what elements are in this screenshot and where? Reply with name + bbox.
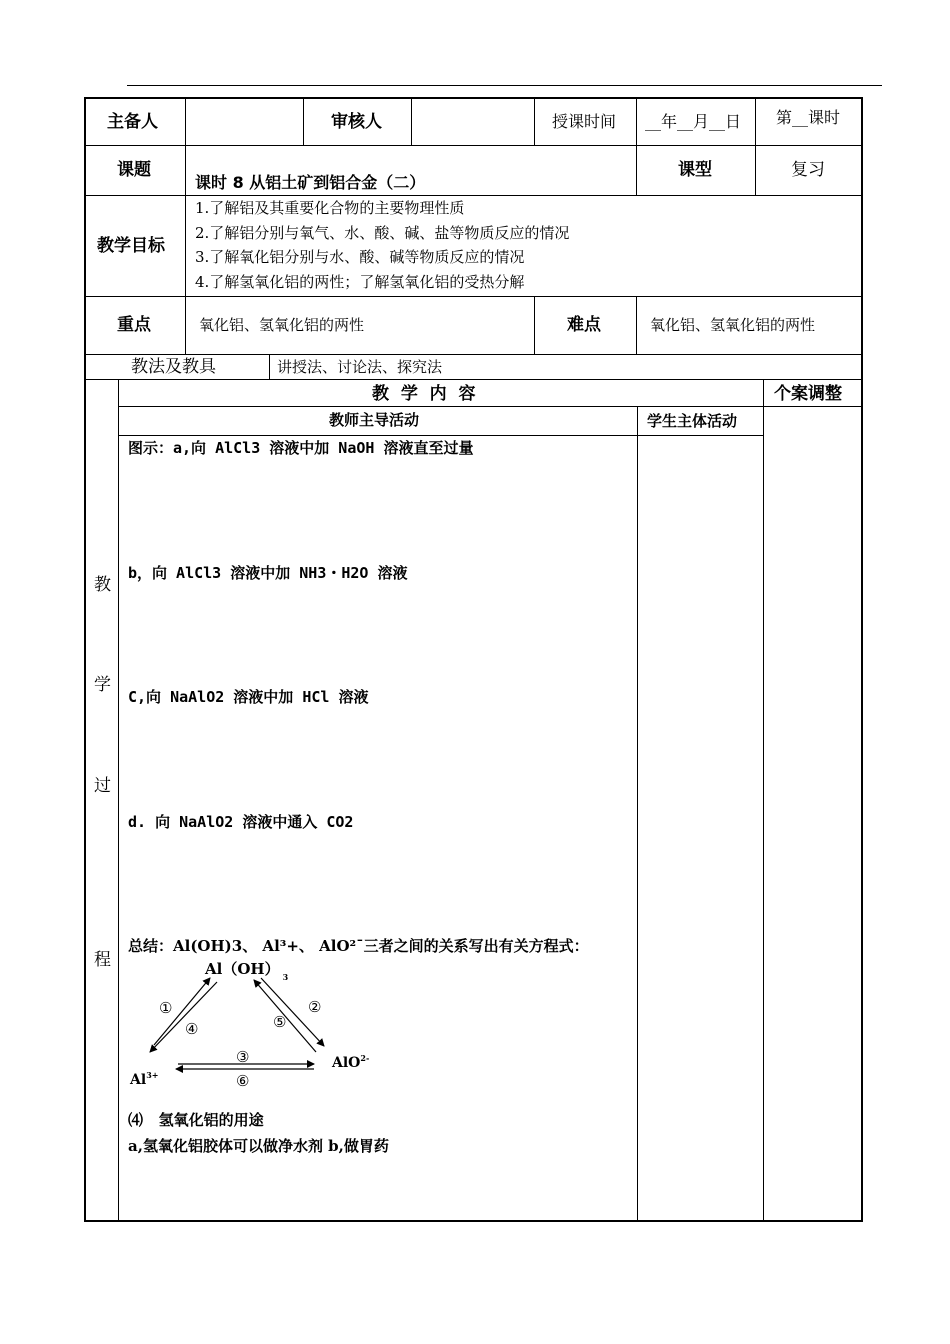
diagram-top-node-sub: 3: [282, 972, 289, 982]
diagram-label-2: ②: [308, 998, 322, 1016]
difficult-point-value: 氧化铝、氢氧化铝的两性: [650, 316, 816, 334]
row4-bottom: [84, 354, 862, 355]
methods-label: 教法及教具: [131, 357, 216, 377]
table-border-left: [84, 97, 86, 1222]
key-point-value: 氧化铝、氢氧化铝的两性: [199, 316, 365, 334]
diagram-right-node-sup: 2-: [360, 1053, 370, 1063]
table-border-top: [84, 97, 863, 99]
process-side-char-1: 教: [94, 575, 111, 595]
diagram-label-6: ⑥: [236, 1072, 250, 1090]
row4-div1: [185, 296, 186, 354]
row1-bottom: [84, 145, 862, 146]
row2-div3: [755, 145, 756, 195]
diagram-arrows: [120, 960, 380, 1100]
student-activity-title: 学生主体活动: [647, 412, 738, 430]
summary-line: 总结：Al(OH)3、 Al³+、 AlO²¯三者之间的关系写出有关方程式：: [128, 937, 589, 955]
process-adjust-div: [763, 379, 764, 1221]
adjust-title: 个案调整: [774, 384, 842, 404]
period-blank: 第__课时: [776, 108, 841, 127]
arrow-4: [150, 982, 217, 1052]
process-side-char-3: 过: [94, 776, 111, 796]
goal-item-1: 1.了解铝及其重要化合物的主要物理性质: [195, 199, 465, 217]
goal-item-3: 3.了解氧化铝分别与水、酸、碱等物质反应的情况: [195, 248, 525, 266]
demo-line-d: d. 向 NaAlO2 溶液中通入 CO2: [128, 813, 354, 831]
uses-title: ⑷ 氢氧化铝的用途: [128, 1111, 264, 1129]
demo-line-a: 图示：a,向 AlCl3 溶液中加 NaOH 溶液直至过量: [128, 439, 474, 457]
diagram-label-1: ①: [159, 999, 173, 1017]
table-border-right: [861, 97, 863, 1222]
diagram-label-5: ⑤: [273, 1013, 287, 1031]
row4-div2: [534, 296, 535, 354]
topic-value: 课时 8 从铝土矿到铝合金（二）: [195, 173, 426, 192]
content-title: 教 学 内 容: [372, 384, 476, 404]
demo-line-b: b，向 AlCl3 溶液中加 NH3・H2O 溶液: [128, 564, 408, 582]
row1-div3: [411, 97, 412, 145]
row1-div6: [755, 97, 756, 145]
diagram-label-3: ③: [236, 1048, 250, 1066]
class-time-label: 授课时间: [552, 112, 617, 131]
goal-item-2: 2.了解铝分别与氧气、水、酸、碱、盐等物质反应的情况: [195, 224, 570, 242]
reviewer-label: 审核人: [331, 112, 382, 132]
process-side-char-2: 学: [94, 675, 111, 695]
diagram-label-4: ④: [185, 1020, 199, 1038]
content-title-bottom: [118, 406, 763, 407]
row2-bottom: [84, 195, 862, 196]
diagram-right-node-text: AlO: [332, 1055, 361, 1071]
row1-div2: [303, 97, 304, 145]
row5-div1: [269, 354, 270, 379]
adjust-title-bottom: [763, 406, 861, 407]
goal-item-4: 4.了解氢氧化铝的两性；了解氢氧化铝的受热分解: [195, 273, 525, 291]
uses-text: a,氢氧化铝胶体可以做净水剂 b,做胃药: [128, 1137, 389, 1155]
preparer-label: 主备人: [107, 112, 158, 132]
demo-line-c: C,向 NaAlO2 溶液中加 HCl 溶液: [128, 688, 369, 706]
date-blank: __年__月__日: [645, 112, 742, 131]
diagram-left-node-text: Al: [130, 1072, 147, 1088]
process-student-div: [637, 406, 638, 1221]
row5-bottom: [84, 379, 862, 380]
diagram-top-node-text: Al（OH）: [205, 960, 280, 978]
process-side-char-4: 程: [94, 950, 111, 970]
row1-div5: [636, 97, 637, 145]
row3-bottom: [84, 296, 862, 297]
type-value: 复习: [791, 160, 825, 180]
teacher-activity-title: 教师主导活动: [329, 411, 420, 429]
row2-div2: [636, 145, 637, 195]
diagram-left-node-sup: 3+: [146, 1070, 159, 1080]
process-side-div: [118, 379, 119, 1221]
activity-title-bottom: [118, 435, 763, 436]
row1-div4: [534, 97, 535, 145]
row1-div1: [185, 97, 186, 145]
key-point-label: 重点: [117, 315, 151, 335]
difficult-point-label: 难点: [567, 315, 601, 335]
type-label: 课型: [678, 160, 712, 180]
top-rule: [127, 85, 882, 86]
row4-div3: [636, 296, 637, 354]
row3-div1: [185, 195, 186, 296]
topic-label: 课题: [117, 160, 151, 180]
table-border-bottom: [84, 1220, 863, 1222]
row2-div1: [185, 145, 186, 195]
goals-label: 教学目标: [97, 236, 165, 256]
methods-value: 讲授法、讨论法、探究法: [277, 358, 443, 376]
